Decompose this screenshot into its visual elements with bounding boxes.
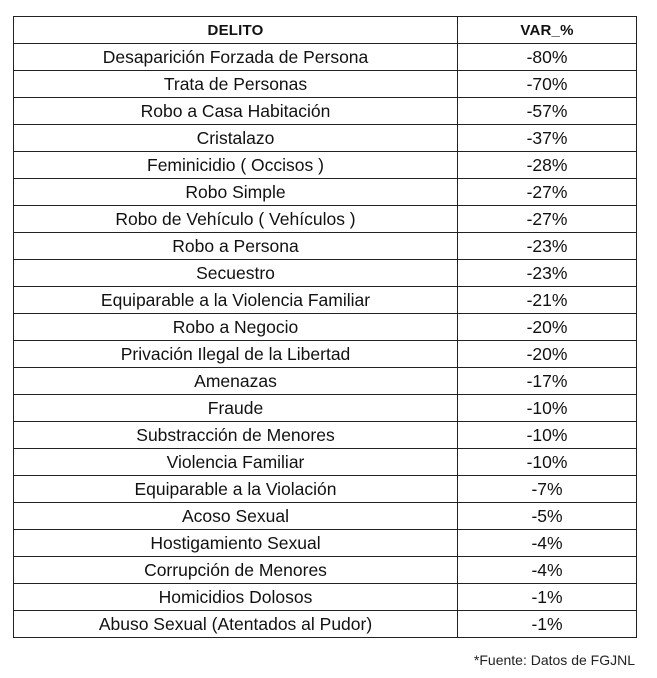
table-row <box>14 44 637 71</box>
cell-var-percent: -37% <box>458 125 637 152</box>
table-row <box>14 611 637 638</box>
table-row <box>14 152 637 179</box>
cell-var-percent: -23% <box>458 260 637 287</box>
table-row <box>14 341 637 368</box>
table-header-row <box>14 17 637 44</box>
cell-delito: Privación Ilegal de la Libertad <box>14 341 458 368</box>
cell-var-percent: -4% <box>458 530 637 557</box>
cell-var-percent: -20% <box>458 314 637 341</box>
cell-delito: Corrupción de Menores <box>14 557 458 584</box>
table-row <box>14 422 637 449</box>
cell-delito: Robo de Vehículo ( Vehículos ) <box>14 206 458 233</box>
cell-delito: Equiparable a la Violación <box>14 476 458 503</box>
cell-var-percent: -21% <box>458 287 637 314</box>
crime-variation-table <box>13 16 637 638</box>
cell-var-percent: -17% <box>458 368 637 395</box>
cell-delito: Substracción de Menores <box>14 422 458 449</box>
cell-delito: Robo a Negocio <box>14 314 458 341</box>
table-row <box>14 503 637 530</box>
cell-delito: Trata de Personas <box>14 71 458 98</box>
cell-var-percent: -1% <box>458 584 637 611</box>
cell-var-percent: -20% <box>458 341 637 368</box>
table-row <box>14 179 637 206</box>
cell-delito: Hostigamiento Sexual <box>14 530 458 557</box>
crime-variation-table-container <box>13 16 636 638</box>
cell-var-percent: -27% <box>458 206 637 233</box>
cell-var-percent: -7% <box>458 476 637 503</box>
source-note: *Fuente: Datos de FGJNL <box>473 652 635 668</box>
cell-delito: Feminicidio ( Occisos ) <box>14 152 458 179</box>
table-row <box>14 287 637 314</box>
cell-delito: Robo Simple <box>14 179 458 206</box>
header-delito: DELITO <box>14 17 458 44</box>
table-row <box>14 395 637 422</box>
cell-delito: Acoso Sexual <box>14 503 458 530</box>
table-row <box>14 206 637 233</box>
cell-delito: Abuso Sexual (Atentados al Pudor) <box>14 611 458 638</box>
table-body <box>14 44 637 638</box>
table-row <box>14 314 637 341</box>
cell-var-percent: -10% <box>458 449 637 476</box>
table-row <box>14 476 637 503</box>
cell-delito: Violencia Familiar <box>14 449 458 476</box>
cell-var-percent: -28% <box>458 152 637 179</box>
cell-delito: Equiparable a la Violencia Familiar <box>14 287 458 314</box>
table-row <box>14 449 637 476</box>
cell-var-percent: -4% <box>458 557 637 584</box>
cell-delito: Desaparición Forzada de Persona <box>14 44 458 71</box>
table-row <box>14 98 637 125</box>
table-row <box>14 368 637 395</box>
cell-delito: Robo a Casa Habitación <box>14 98 458 125</box>
table-row <box>14 233 637 260</box>
cell-var-percent: -10% <box>458 395 637 422</box>
table-row <box>14 557 637 584</box>
cell-var-percent: -80% <box>458 44 637 71</box>
cell-delito: Secuestro <box>14 260 458 287</box>
table-row <box>14 71 637 98</box>
table-row <box>14 260 637 287</box>
cell-var-percent: -27% <box>458 179 637 206</box>
cell-delito: Cristalazo <box>14 125 458 152</box>
cell-var-percent: -70% <box>458 71 637 98</box>
cell-delito: Amenazas <box>14 368 458 395</box>
cell-var-percent: -10% <box>458 422 637 449</box>
cell-delito: Robo a Persona <box>14 233 458 260</box>
table-row <box>14 125 637 152</box>
cell-var-percent: -1% <box>458 611 637 638</box>
cell-var-percent: -57% <box>458 98 637 125</box>
cell-delito: Homicidios Dolosos <box>14 584 458 611</box>
cell-var-percent: -23% <box>458 233 637 260</box>
cell-var-percent: -5% <box>458 503 637 530</box>
table-row <box>14 530 637 557</box>
cell-delito: Fraude <box>14 395 458 422</box>
header-var-percent: VAR_% <box>458 17 637 44</box>
table-row <box>14 584 637 611</box>
